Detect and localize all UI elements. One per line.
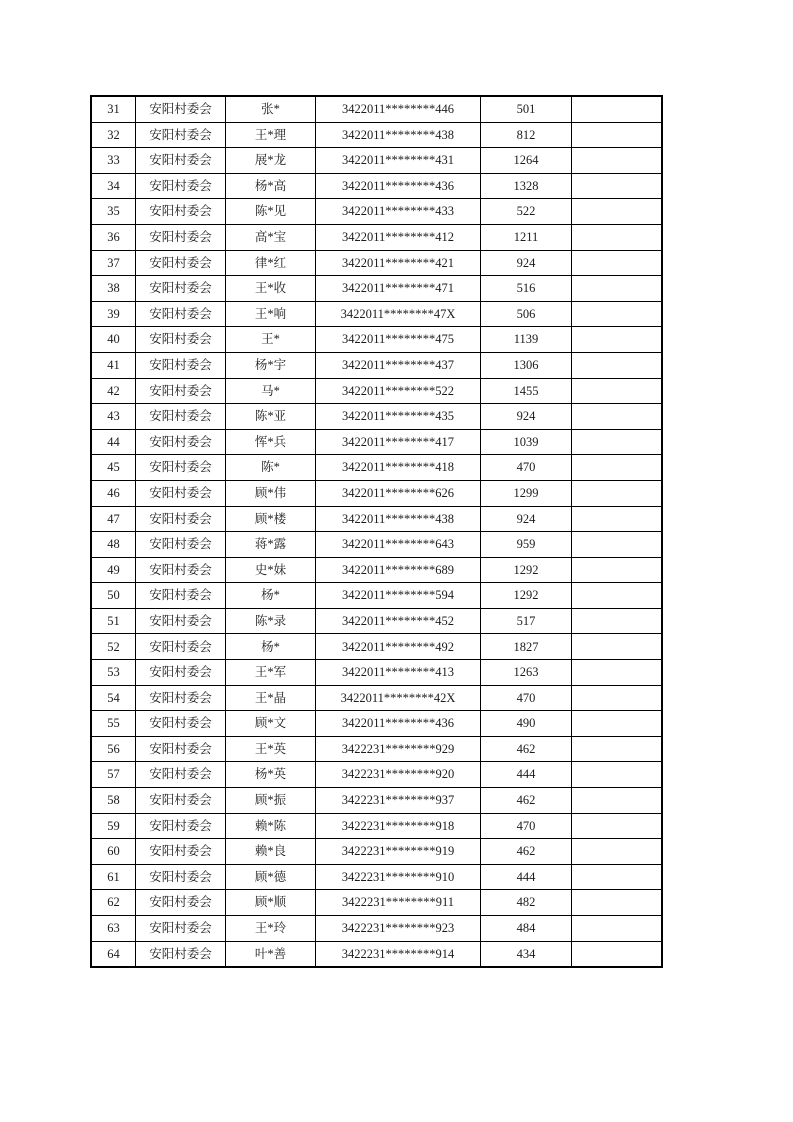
cell-committee: 安阳村委会 <box>136 660 226 686</box>
cell-committee: 安阳村委会 <box>136 404 226 430</box>
cell-masked-id: 3422011********421 <box>316 250 481 276</box>
cell-committee: 安阳村委会 <box>136 96 226 122</box>
cell-amount: 501 <box>481 96 572 122</box>
cell-masked-name: 王* <box>226 327 316 353</box>
cell-amount: 506 <box>481 301 572 327</box>
cell-committee: 安阳村委会 <box>136 480 226 506</box>
cell-masked-name: 王*晶 <box>226 685 316 711</box>
table-row <box>91 455 662 481</box>
table-row <box>91 327 662 353</box>
cell-masked-name: 顾*振 <box>226 788 316 814</box>
cell-row-number: 50 <box>91 583 136 609</box>
cell-blank <box>572 736 663 762</box>
cell-row-number: 42 <box>91 378 136 404</box>
cell-amount: 482 <box>481 890 572 916</box>
table-row <box>91 96 662 122</box>
cell-amount: 812 <box>481 122 572 148</box>
cell-masked-name: 陈*见 <box>226 199 316 225</box>
cell-amount: 517 <box>481 608 572 634</box>
cell-masked-id: 3422231********929 <box>316 736 481 762</box>
table-row <box>91 532 662 558</box>
cell-blank <box>572 506 663 532</box>
cell-blank <box>572 916 663 942</box>
table-row <box>91 276 662 302</box>
cell-amount: 444 <box>481 864 572 890</box>
cell-masked-id: 3422011********438 <box>316 506 481 532</box>
cell-amount: 959 <box>481 532 572 558</box>
cell-masked-name: 杨* <box>226 634 316 660</box>
table-row <box>91 557 662 583</box>
cell-amount: 470 <box>481 685 572 711</box>
cell-blank <box>572 813 663 839</box>
table-row <box>91 916 662 942</box>
cell-masked-name: 恽*兵 <box>226 429 316 455</box>
cell-row-number: 64 <box>91 941 136 967</box>
cell-masked-name: 王*英 <box>226 736 316 762</box>
cell-blank <box>572 352 663 378</box>
cell-amount: 490 <box>481 711 572 737</box>
table-row <box>91 378 662 404</box>
cell-amount: 462 <box>481 736 572 762</box>
cell-blank <box>572 608 663 634</box>
cell-row-number: 31 <box>91 96 136 122</box>
cell-masked-name: 杨*宇 <box>226 352 316 378</box>
roster-table-body <box>91 96 662 967</box>
cell-amount: 444 <box>481 762 572 788</box>
cell-masked-id: 3422231********920 <box>316 762 481 788</box>
table-row <box>91 762 662 788</box>
cell-amount: 522 <box>481 199 572 225</box>
cell-committee: 安阳村委会 <box>136 685 226 711</box>
cell-row-number: 44 <box>91 429 136 455</box>
cell-masked-name: 王*收 <box>226 276 316 302</box>
cell-committee: 安阳村委会 <box>136 301 226 327</box>
cell-row-number: 54 <box>91 685 136 711</box>
cell-masked-id: 3422011********435 <box>316 404 481 430</box>
cell-row-number: 32 <box>91 122 136 148</box>
cell-blank <box>572 404 663 430</box>
table-row <box>91 890 662 916</box>
cell-blank <box>572 378 663 404</box>
cell-blank <box>572 685 663 711</box>
cell-row-number: 55 <box>91 711 136 737</box>
cell-amount: 1455 <box>481 378 572 404</box>
cell-committee: 安阳村委会 <box>136 864 226 890</box>
cell-row-number: 51 <box>91 608 136 634</box>
cell-committee: 安阳村委会 <box>136 122 226 148</box>
cell-blank <box>572 941 663 967</box>
cell-committee: 安阳村委会 <box>136 736 226 762</box>
cell-committee: 安阳村委会 <box>136 583 226 609</box>
cell-row-number: 49 <box>91 557 136 583</box>
cell-committee: 安阳村委会 <box>136 378 226 404</box>
cell-row-number: 52 <box>91 634 136 660</box>
cell-blank <box>572 122 663 148</box>
cell-amount: 1299 <box>481 480 572 506</box>
cell-committee: 安阳村委会 <box>136 429 226 455</box>
table-row <box>91 608 662 634</box>
cell-row-number: 56 <box>91 736 136 762</box>
cell-masked-id: 3422011********522 <box>316 378 481 404</box>
cell-masked-id: 3422011********643 <box>316 532 481 558</box>
cell-committee: 安阳村委会 <box>136 327 226 353</box>
cell-row-number: 39 <box>91 301 136 327</box>
cell-masked-name: 赖*良 <box>226 839 316 865</box>
cell-amount: 1306 <box>481 352 572 378</box>
cell-row-number: 59 <box>91 813 136 839</box>
table-row <box>91 148 662 174</box>
cell-committee: 安阳村委会 <box>136 557 226 583</box>
cell-row-number: 40 <box>91 327 136 353</box>
cell-masked-id: 3422231********910 <box>316 864 481 890</box>
cell-row-number: 43 <box>91 404 136 430</box>
table-row <box>91 224 662 250</box>
cell-committee: 安阳村委会 <box>136 199 226 225</box>
cell-amount: 1827 <box>481 634 572 660</box>
cell-masked-name: 赖*陈 <box>226 813 316 839</box>
cell-amount: 924 <box>481 404 572 430</box>
cell-masked-id: 3422011********437 <box>316 352 481 378</box>
cell-masked-name: 王*响 <box>226 301 316 327</box>
table-row <box>91 813 662 839</box>
cell-masked-name: 顾*伟 <box>226 480 316 506</box>
cell-masked-id: 3422011********413 <box>316 660 481 686</box>
cell-committee: 安阳村委会 <box>136 506 226 532</box>
cell-masked-name: 陈* <box>226 455 316 481</box>
cell-committee: 安阳村委会 <box>136 276 226 302</box>
cell-masked-id: 3422011********452 <box>316 608 481 634</box>
table-row <box>91 736 662 762</box>
cell-row-number: 45 <box>91 455 136 481</box>
cell-masked-id: 3422231********937 <box>316 788 481 814</box>
table-row <box>91 839 662 865</box>
cell-masked-name: 马* <box>226 378 316 404</box>
cell-masked-name: 杨*高 <box>226 173 316 199</box>
cell-blank <box>572 583 663 609</box>
table-row <box>91 711 662 737</box>
cell-masked-id: 3422011********471 <box>316 276 481 302</box>
cell-row-number: 38 <box>91 276 136 302</box>
cell-row-number: 58 <box>91 788 136 814</box>
cell-masked-name: 杨* <box>226 583 316 609</box>
cell-amount: 462 <box>481 839 572 865</box>
cell-amount: 470 <box>481 813 572 839</box>
cell-blank <box>572 250 663 276</box>
cell-amount: 516 <box>481 276 572 302</box>
cell-masked-name: 顾*德 <box>226 864 316 890</box>
cell-amount: 1328 <box>481 173 572 199</box>
cell-row-number: 53 <box>91 660 136 686</box>
cell-row-number: 46 <box>91 480 136 506</box>
cell-masked-id: 3422011********446 <box>316 96 481 122</box>
cell-masked-id: 3422011********431 <box>316 148 481 174</box>
cell-masked-id: 3422011********626 <box>316 480 481 506</box>
table-row <box>91 352 662 378</box>
cell-masked-name: 展*龙 <box>226 148 316 174</box>
cell-blank <box>572 788 663 814</box>
cell-masked-name: 叶*善 <box>226 941 316 967</box>
cell-masked-id: 3422011********417 <box>316 429 481 455</box>
cell-amount: 434 <box>481 941 572 967</box>
cell-blank <box>572 557 663 583</box>
cell-blank <box>572 762 663 788</box>
cell-masked-id: 3422011********433 <box>316 199 481 225</box>
cell-blank <box>572 224 663 250</box>
cell-committee: 安阳村委会 <box>136 788 226 814</box>
cell-row-number: 41 <box>91 352 136 378</box>
cell-blank <box>572 148 663 174</box>
cell-amount: 1211 <box>481 224 572 250</box>
table-row <box>91 506 662 532</box>
cell-committee: 安阳村委会 <box>136 608 226 634</box>
table-row <box>91 634 662 660</box>
cell-masked-id: 3422011********492 <box>316 634 481 660</box>
cell-amount: 1264 <box>481 148 572 174</box>
cell-masked-id: 3422231********914 <box>316 941 481 967</box>
cell-amount: 924 <box>481 250 572 276</box>
roster-table <box>90 95 663 968</box>
cell-blank <box>572 890 663 916</box>
cell-blank <box>572 711 663 737</box>
cell-amount: 1292 <box>481 583 572 609</box>
cell-committee: 安阳村委会 <box>136 916 226 942</box>
table-row <box>91 429 662 455</box>
cell-masked-name: 高*宝 <box>226 224 316 250</box>
cell-row-number: 60 <box>91 839 136 865</box>
cell-masked-id: 3422011********594 <box>316 583 481 609</box>
table-row <box>91 583 662 609</box>
cell-committee: 安阳村委会 <box>136 224 226 250</box>
cell-committee: 安阳村委会 <box>136 148 226 174</box>
cell-masked-name: 杨*英 <box>226 762 316 788</box>
table-row <box>91 250 662 276</box>
cell-blank <box>572 301 663 327</box>
cell-masked-id: 3422231********918 <box>316 813 481 839</box>
cell-masked-id: 3422231********919 <box>316 839 481 865</box>
cell-masked-id: 3422011********475 <box>316 327 481 353</box>
cell-committee: 安阳村委会 <box>136 941 226 967</box>
table-row <box>91 122 662 148</box>
cell-masked-id: 3422011********689 <box>316 557 481 583</box>
cell-row-number: 36 <box>91 224 136 250</box>
cell-row-number: 61 <box>91 864 136 890</box>
cell-masked-id: 3422231********911 <box>316 890 481 916</box>
cell-row-number: 37 <box>91 250 136 276</box>
cell-blank <box>572 173 663 199</box>
cell-masked-id: 3422011********418 <box>316 455 481 481</box>
cell-row-number: 63 <box>91 916 136 942</box>
cell-masked-id: 3422011********47X <box>316 301 481 327</box>
cell-masked-id: 3422011********436 <box>316 173 481 199</box>
cell-masked-name: 王*军 <box>226 660 316 686</box>
cell-blank <box>572 199 663 225</box>
cell-row-number: 57 <box>91 762 136 788</box>
cell-row-number: 48 <box>91 532 136 558</box>
cell-masked-name: 张* <box>226 96 316 122</box>
cell-blank <box>572 480 663 506</box>
table-row <box>91 788 662 814</box>
cell-amount: 1039 <box>481 429 572 455</box>
cell-blank <box>572 532 663 558</box>
cell-amount: 462 <box>481 788 572 814</box>
cell-blank <box>572 276 663 302</box>
table-row <box>91 864 662 890</box>
cell-row-number: 47 <box>91 506 136 532</box>
cell-masked-name: 律*红 <box>226 250 316 276</box>
cell-amount: 484 <box>481 916 572 942</box>
cell-amount: 1139 <box>481 327 572 353</box>
cell-committee: 安阳村委会 <box>136 762 226 788</box>
cell-committee: 安阳村委会 <box>136 455 226 481</box>
table-row <box>91 941 662 967</box>
cell-masked-id: 3422011********412 <box>316 224 481 250</box>
cell-blank <box>572 864 663 890</box>
table-row <box>91 173 662 199</box>
cell-masked-name: 陈*亚 <box>226 404 316 430</box>
cell-masked-name: 顾*楼 <box>226 506 316 532</box>
cell-masked-name: 王*玲 <box>226 916 316 942</box>
cell-committee: 安阳村委会 <box>136 890 226 916</box>
cell-blank <box>572 839 663 865</box>
cell-committee: 安阳村委会 <box>136 839 226 865</box>
cell-masked-name: 蒋*露 <box>226 532 316 558</box>
cell-committee: 安阳村委会 <box>136 813 226 839</box>
cell-amount: 470 <box>481 455 572 481</box>
cell-masked-name: 王*理 <box>226 122 316 148</box>
cell-committee: 安阳村委会 <box>136 532 226 558</box>
cell-masked-name: 顾*文 <box>226 711 316 737</box>
table-row <box>91 199 662 225</box>
cell-amount: 1292 <box>481 557 572 583</box>
cell-blank <box>572 634 663 660</box>
cell-committee: 安阳村委会 <box>136 634 226 660</box>
cell-row-number: 62 <box>91 890 136 916</box>
cell-masked-id: 3422231********923 <box>316 916 481 942</box>
cell-row-number: 33 <box>91 148 136 174</box>
cell-blank <box>572 429 663 455</box>
table-row <box>91 404 662 430</box>
cell-committee: 安阳村委会 <box>136 250 226 276</box>
table-row <box>91 685 662 711</box>
table-row <box>91 480 662 506</box>
cell-row-number: 34 <box>91 173 136 199</box>
cell-committee: 安阳村委会 <box>136 711 226 737</box>
cell-masked-id: 3422011********438 <box>316 122 481 148</box>
cell-amount: 1263 <box>481 660 572 686</box>
cell-masked-name: 顾*顺 <box>226 890 316 916</box>
cell-masked-name: 陈*录 <box>226 608 316 634</box>
cell-blank <box>572 455 663 481</box>
cell-blank <box>572 327 663 353</box>
cell-committee: 安阳村委会 <box>136 173 226 199</box>
cell-masked-name: 史*妹 <box>226 557 316 583</box>
cell-amount: 924 <box>481 506 572 532</box>
table-row <box>91 301 662 327</box>
cell-blank <box>572 96 663 122</box>
cell-masked-id: 3422011********436 <box>316 711 481 737</box>
cell-blank <box>572 660 663 686</box>
cell-committee: 安阳村委会 <box>136 352 226 378</box>
table-row <box>91 660 662 686</box>
cell-masked-id: 3422011********42X <box>316 685 481 711</box>
cell-row-number: 35 <box>91 199 136 225</box>
